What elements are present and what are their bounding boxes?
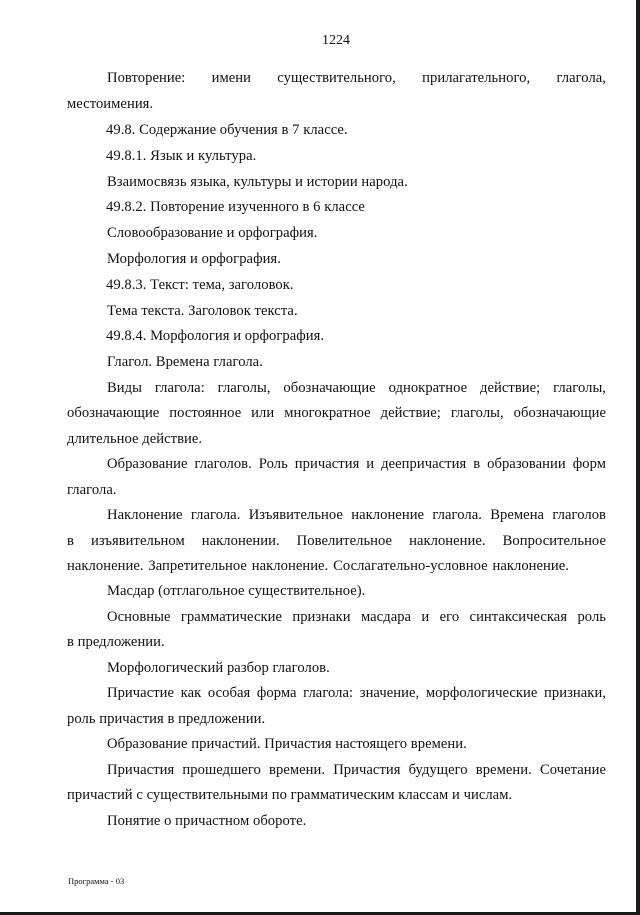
- text-line-14: обозначающие постоянное или многократное действие; глаголы, обозначающие: [67, 405, 606, 421]
- page-number: 1224: [322, 33, 350, 48]
- text-line-28: Причастия прошедшего времени. Причастия будущего времени. Сочетание: [107, 762, 606, 778]
- section-heading-49-8-2: 49.8.2. Повторение изученного в 6 классе: [106, 199, 365, 215]
- text-line-5: Взаимосвязь языка, культуры и истории народа.: [107, 174, 408, 190]
- text-line-16: Образование глаголов. Роль причастия и деепричастия в образовании форм: [107, 456, 606, 472]
- text-line-1: Повторение: имени существительного, прилагательного, глагола,: [107, 70, 606, 86]
- text-line-2: местоимения.: [67, 96, 154, 112]
- text-line-8: Морфология и орфография.: [107, 251, 281, 267]
- text-line-22: Основные грамматические признаки масдара и его синтаксическая роль: [107, 609, 606, 625]
- text-line-7: Словообразование и орфография.: [107, 225, 318, 241]
- section-heading-49-8: 49.8. Содержание обучения в 7 классе.: [106, 122, 348, 138]
- text-line-29: причастий с существительными по грамматическим классам и числам.: [67, 787, 513, 803]
- text-line-26: роль причастия в предложении.: [67, 711, 266, 727]
- scan-edge-right: [636, 0, 640, 915]
- text-line-13: Виды глагола: глаголы, обозначающие однократное действие; глаголы,: [107, 380, 606, 396]
- text-line-15: длительное действие.: [67, 431, 203, 447]
- footer-label: Программа - 03: [68, 876, 125, 886]
- section-heading-49-8-4: 49.8.4. Морфология и орфография.: [106, 328, 325, 344]
- text-line-27: Образование причастий. Причастия настоящего времени.: [107, 736, 467, 752]
- text-line-20: наклонение. Запретительное наклонение. Сослагательно-условное наклонение.: [67, 558, 569, 574]
- text-line-17: глагола.: [67, 482, 117, 498]
- text-line-18: Наклонение глагола. Изъявительное наклонение глагола. Времена глаголов: [107, 507, 606, 523]
- text-line-25: Причастие как особая форма глагола: значение, морфологические признаки,: [107, 685, 606, 701]
- section-heading-49-8-3: 49.8.3. Текст: тема, заголовок.: [106, 277, 294, 293]
- section-heading-49-8-1: 49.8.1. Язык и культура.: [106, 148, 257, 164]
- text-line-23: в предложении.: [67, 634, 165, 650]
- text-line-30: Понятие о причастном обороте.: [107, 813, 307, 829]
- text-line-24: Морфологический разбор глаголов.: [107, 660, 330, 676]
- text-line-19: в изъявительном наклонении. Повелительное наклонение. Вопросительное: [67, 533, 606, 549]
- text-line-12: Глагол. Времена глагола.: [107, 354, 263, 370]
- text-line-10: Тема текста. Заголовок текста.: [107, 303, 298, 319]
- text-line-21: Масдар (отглагольное существительное).: [107, 583, 366, 599]
